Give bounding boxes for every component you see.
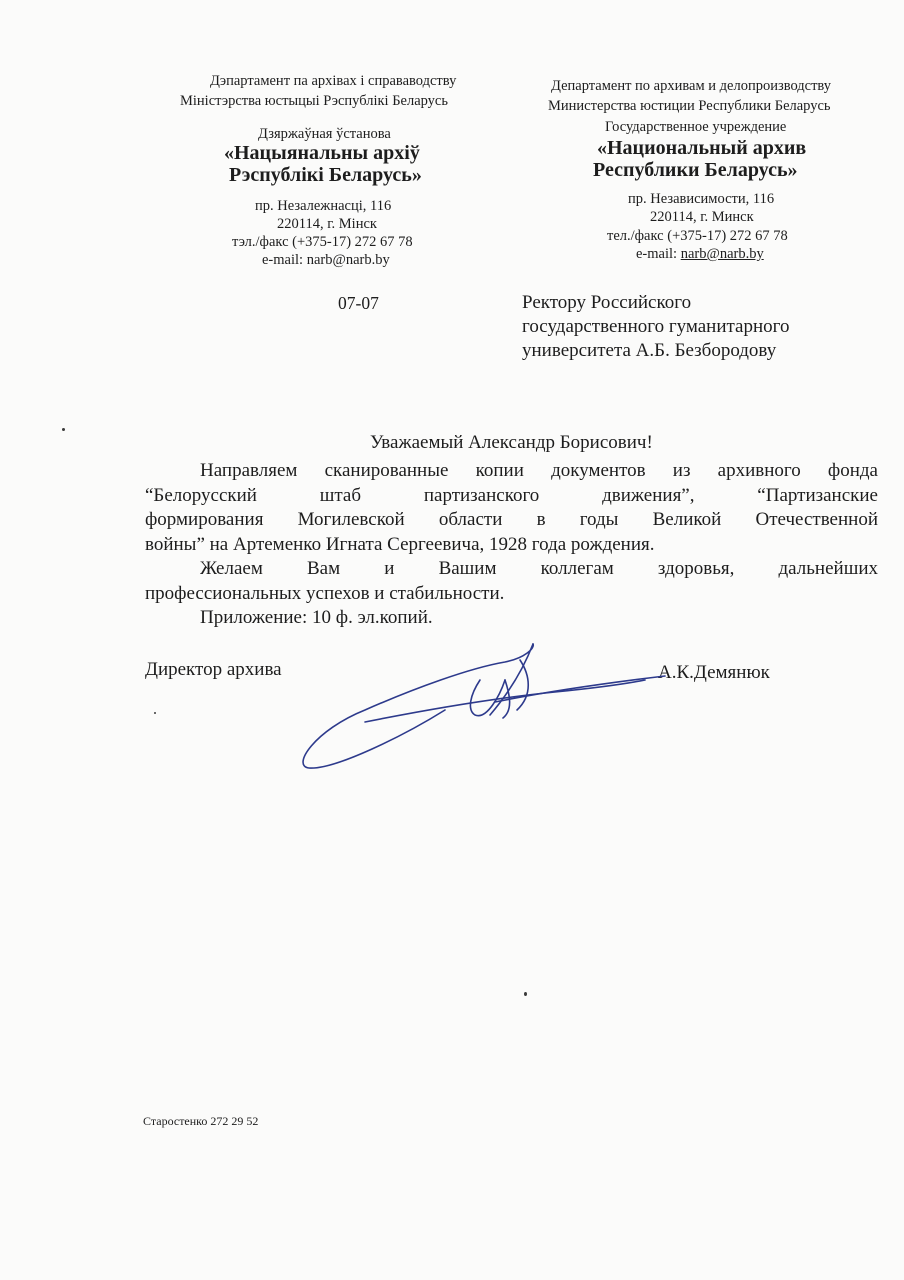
body-p2-line1: Желаем Вам и Вашим коллегам здоровья, дальнейших (200, 558, 878, 579)
scan-speck (154, 712, 156, 714)
body-p2-line2: профессиональных успехов и стабильности. (145, 582, 505, 604)
scan-speck (524, 992, 527, 996)
right-phone: тел./факс (+375-17) 272 67 78 (607, 228, 788, 244)
addressee-line2: государственного гуманитарного (522, 316, 790, 337)
salutation: Уважаемый Александр Борисович! (370, 432, 653, 453)
left-address-street: пр. Незалежнасці, 116 (255, 198, 392, 214)
scan-speck (62, 428, 65, 431)
right-email-link[interactable]: narb@narb.by (680, 246, 764, 262)
left-inst-type: Дзяржаўная ўстанова (258, 126, 391, 142)
right-org-name-line2: Республики Беларусь» (593, 159, 798, 181)
left-dept-line1: Дэпартамент па архівах і справаводству (210, 73, 457, 89)
left-org-name-line2: Рэспублікі Беларусь» (229, 164, 422, 186)
left-email-label: e-mail: (262, 252, 307, 268)
handwritten-signature (295, 640, 715, 780)
right-email-line (636, 245, 764, 263)
left-phone: тэл./факс (+375-17) 272 67 78 (232, 234, 413, 250)
body-p1-line4: войны” на Артеменко Игната Сергеевича, 1928 года рождения. (145, 533, 655, 555)
left-org-name-line1: «Нацыянальны архіў (224, 142, 420, 164)
attachment-note: Приложение: 10 ф. эл.копий. (200, 607, 433, 628)
body-p1-line2: “Белорусский штаб партизанского движения”, “Партизанские (145, 484, 878, 506)
addressee-block (522, 291, 789, 363)
left-email-line (262, 251, 390, 269)
right-address-city: 220114, г. Минск (650, 209, 754, 225)
signer-name: А.К.Демянюк (658, 662, 770, 683)
right-email-label: e-mail: (636, 246, 681, 262)
left-dept-line2: Міністэрства юстыцыі Рэспублікі Беларусь (180, 93, 448, 109)
right-dept-line1: Департамент по архивам и делопроизводству (551, 78, 832, 94)
left-email-link[interactable]: narb@narb.by (306, 252, 390, 268)
right-dept-line2: Министерства юстиции Республики Беларусь (548, 98, 831, 114)
right-org-name-line1: «Национальный архив (597, 137, 807, 159)
right-address-street: пр. Независимости, 116 (628, 191, 775, 207)
body-p1-line3: формирования Могилевской области в годы Великой Отечественной (145, 509, 878, 530)
executor-note: Старостенко 272 29 52 (143, 1114, 259, 1128)
signer-position: Директор архива (145, 659, 282, 680)
addressee-line3: университета А.Б. Безбородову (522, 340, 777, 361)
right-inst-type: Государственное учреждение (605, 119, 787, 135)
reference-number: 07-07 (338, 293, 379, 313)
body-p1-line1: Направляем сканированные копии документов из архивного фонда (200, 460, 878, 481)
letter-body (145, 459, 878, 631)
addressee-line1: Ректору Российского (522, 292, 692, 313)
left-address-city: 220114, г. Мінск (277, 216, 377, 232)
